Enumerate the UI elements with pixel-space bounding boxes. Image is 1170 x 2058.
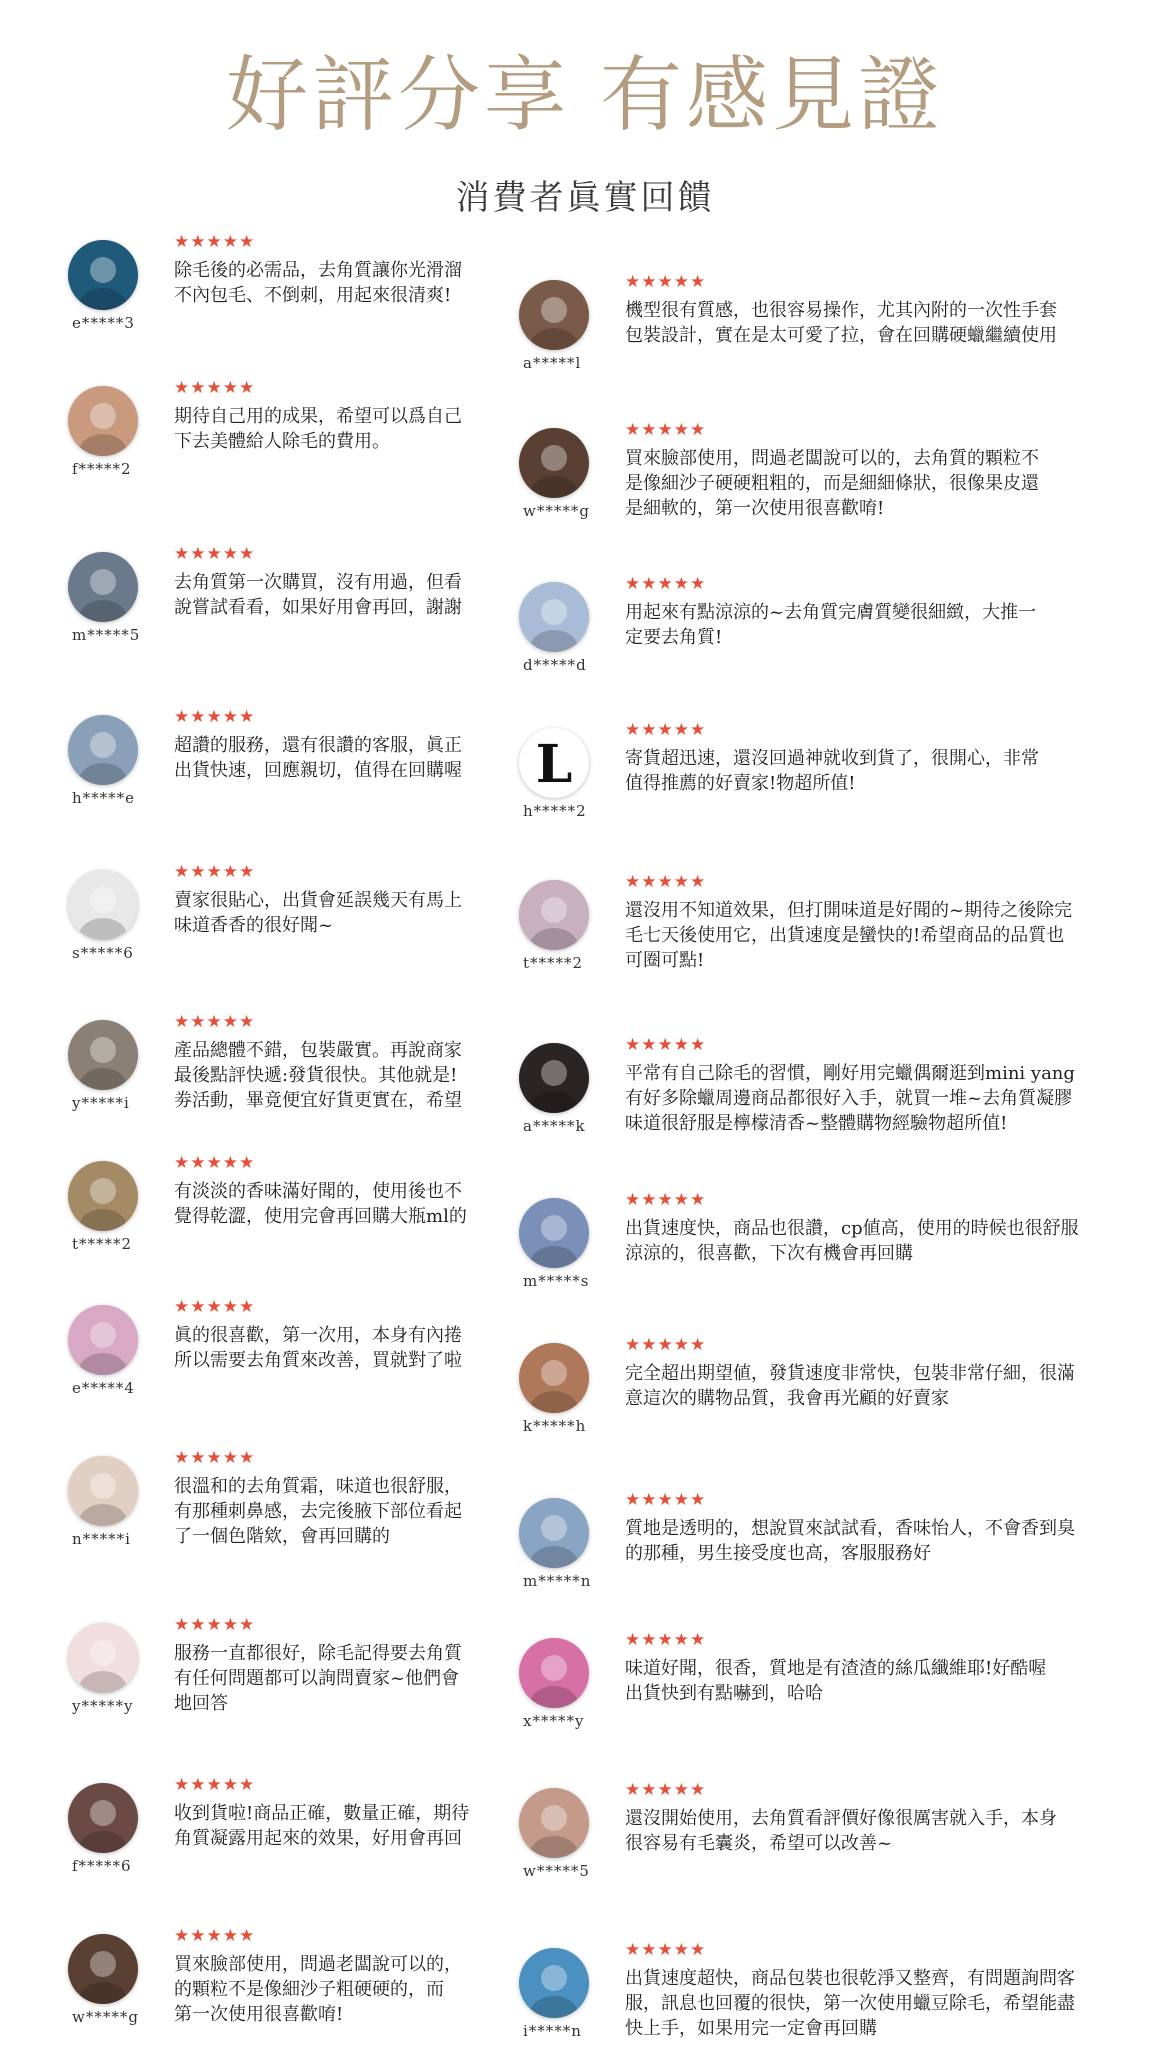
rating-stars-icon: ★★★★★	[625, 1490, 707, 1510]
review-text: 用起來有點涼涼的~去角質完膚質變很細緻，大推一 定要去角質!	[625, 602, 1037, 648]
rating-stars-icon: ★★★★★	[174, 707, 256, 727]
review-text: 去角質第一次購買，沒有用過，但看 說嘗試看看，如果好用會再回，謝謝	[174, 572, 462, 618]
review-username: h*****2	[523, 802, 587, 820]
review-text: 期待自己用的成果，希望可以爲自己 下去美體給人除毛的費用。	[174, 406, 462, 452]
review-text: 平常有自己除毛的習慣，剛好用完蠟偶爾逛到mini yang 有好多除蠟周邊商品都很好入手，就買一堆~去角質凝膠 味道很舒服是檸檬清香~整體購物經驗物超所值!	[625, 1063, 1075, 1134]
review-username: i*****n	[523, 2022, 582, 2040]
woman-portrait-avatar	[68, 386, 138, 456]
review-username: f*****2	[72, 460, 132, 478]
right-review-column	[505, 0, 1130, 2058]
rating-stars-icon: ★★★★★	[174, 1448, 256, 1468]
review-text: 還沒開始使用，去角質看評價好像很厲害就入手，本身 很容易有毛囊炎，希望可以改善~	[625, 1808, 1057, 1854]
review-text: 質地是透明的，想說買來試試看，香味怡人，不會香到臭 的那種，男生接受度也高，客服服務好	[625, 1518, 1075, 1564]
rating-stars-icon: ★★★★★	[174, 1012, 256, 1032]
review-text: 買來臉部使用，問過老闆說可以的， 的顆粒不是像細沙子粗硬硬的，而 第一次使用很喜歡唷!	[174, 1954, 462, 2025]
ornament-avatar	[68, 552, 138, 622]
rating-stars-icon: ★★★★★	[625, 1940, 707, 1960]
review-username: a*****k	[523, 1117, 586, 1135]
flowers-avatar	[519, 1638, 589, 1708]
rating-stars-icon: ★★★★★	[174, 862, 256, 882]
rating-stars-icon: ★★★★★	[174, 1297, 256, 1317]
review-text: 完全超出期望値，發貨速度非常快，包裝非常仔細，很滿 意這次的購物品質，我會再光顧的好賣家	[625, 1363, 1075, 1409]
rating-stars-icon: ★★★★★	[625, 1335, 707, 1355]
woman-face-avatar	[519, 1043, 589, 1113]
review-username: w*****g	[72, 2008, 139, 2026]
review-username: h*****e	[72, 789, 136, 807]
review-text: 除毛後的必需品，去角質讓你光滑溜 不內包毛、不倒刺，用起來很清爽!	[174, 260, 462, 306]
review-text: 味道好聞，很香，質地是有渣渣的絲瓜纖維耶!好酷喔 出貨快到有點嚇到，哈哈	[625, 1658, 1047, 1704]
rating-stars-icon: ★★★★★	[625, 574, 707, 594]
girl-pink-avatar	[68, 1305, 138, 1375]
bears-avatar	[68, 1161, 138, 1231]
rating-stars-icon: ★★★★★	[174, 544, 256, 564]
review-text: 買來臉部使用，問過老闆說可以的，去角質的顆粒不 是像細沙子硬硬粗粗的，而是細細條狀，很像果皮還 是細軟的，第一次使用很喜歡唷!	[625, 448, 1039, 519]
rating-stars-icon: ★★★★★	[625, 872, 707, 892]
woman-dark-hair-avatar	[68, 1783, 138, 1853]
review-username: n*****i	[72, 1530, 131, 1548]
totoro-avatar	[519, 1948, 589, 2018]
review-text: 有淡淡的香味滿好聞的，使用後也不 覺得乾澀，使用完會再回購大瓶ml的	[174, 1181, 467, 1227]
rating-stars-icon: ★★★★★	[625, 420, 707, 440]
review-username: m*****5	[72, 626, 141, 644]
review-text: 賣家很貼心，出貨會延誤幾天有馬上 味道香香的很好聞~	[174, 890, 462, 936]
rating-stars-icon: ★★★★★	[174, 1775, 256, 1795]
woman-waving-avatar	[519, 1498, 589, 1568]
white-dog-avatar	[68, 1934, 138, 2004]
blue-night-avatar	[68, 240, 138, 310]
letter-l-avatar	[519, 728, 589, 798]
girl-long-hair-avatar	[519, 1788, 589, 1858]
city-arch-avatar	[519, 1198, 589, 1268]
review-text: 很溫和的去角質霜，味道也很舒服， 有那種刺鼻感，去完後腋下部位看起 了一個色階欸，會再回購的	[174, 1476, 462, 1547]
rating-stars-icon: ★★★★★	[174, 232, 256, 252]
review-username: f*****6	[72, 1857, 132, 1875]
rating-stars-icon: ★★★★★	[625, 1190, 707, 1210]
review-text: 服務一直都很好，除毛記得要去角質 有任何問題都可以詢問賣家~他們會 地回答	[174, 1643, 462, 1714]
white-dog-avatar	[519, 428, 589, 498]
review-username: e*****4	[72, 1379, 135, 1397]
review-text: 出貨速度超快，商品包裝也很乾淨又整齊，有問題詢問客 服，訊息也回覆的很快，第一次使用蠟豆除毛，希望能盡 快上手，如果用完一定會再回購	[625, 1968, 1075, 2039]
review-text: 機型很有質感，也很容易操作，尤其內附的一次性手套 包裝設計，實在是太可愛了拉，會在回購硬蠟繼續使用	[625, 300, 1057, 346]
rating-stars-icon: ★★★★★	[174, 1926, 256, 1946]
rating-stars-icon: ★★★★★	[625, 1630, 707, 1650]
review-username: t*****2	[72, 1235, 133, 1253]
review-text: 收到貨啦!商品正確，數量正確，期待 角質凝露用起來的效果，好用會再回	[174, 1803, 470, 1849]
review-text: 出貨速度快，商品也很讚，cp値高，使用的時候也很舒服 涼涼的，很喜歡，下次有機會再回購	[625, 1218, 1079, 1264]
girl-sitting-avatar	[519, 880, 589, 950]
review-username: a*****l	[523, 354, 582, 372]
rating-stars-icon: ★★★★★	[174, 1153, 256, 1173]
review-username: w*****5	[523, 1862, 590, 1880]
dog-brown-avatar	[519, 280, 589, 350]
review-text: 產品總體不錯，包裝嚴實。再說商家 最後點評快遞:發貨很快。其他就是! 劵活動，畢竟便宜好貨更實在，希望	[174, 1040, 462, 1111]
review-username: s*****6	[72, 944, 134, 962]
left-review-column	[54, 0, 486, 2058]
girl-white-avatar	[68, 1456, 138, 1526]
review-text: 超讚的服務，還有很讚的客服，眞正 出貨快速，回應親切，值得在回購喔	[174, 735, 462, 781]
page-title: 好評分享 有感見證	[225, 48, 945, 143]
review-username: e*****3	[72, 314, 135, 332]
beach-sky-avatar	[519, 582, 589, 652]
rating-stars-icon: ★★★★★	[625, 720, 707, 740]
review-username: x*****y	[523, 1712, 585, 1730]
rating-stars-icon: ★★★★★	[174, 378, 256, 398]
review-text: 眞的很喜歡，第一次用，本身有內捲 所以需要去角質來改善，買就對了啦	[174, 1325, 462, 1371]
review-username: m*****n	[523, 1572, 592, 1590]
rating-stars-icon: ★★★★★	[625, 272, 707, 292]
product-logo-avatar	[68, 870, 138, 940]
rating-stars-icon: ★★★★★	[625, 1780, 707, 1800]
review-text: 寄貨超迅速，還沒回過神就收到貨了，很開心，非常 值得推薦的好賣家!物超所值!	[625, 748, 1039, 794]
cat-avatar	[68, 715, 138, 785]
page-subtitle: 消費者眞實回饋	[455, 178, 715, 218]
review-username: t*****2	[523, 954, 584, 972]
svg-text:L: L	[535, 734, 573, 795]
review-username: y*****i	[72, 1094, 130, 1112]
review-username: m*****s	[523, 1272, 590, 1290]
rating-stars-icon: ★★★★★	[174, 1615, 256, 1635]
review-username: w*****g	[523, 502, 590, 520]
puppy-avatar	[519, 1343, 589, 1413]
rating-stars-icon: ★★★★★	[625, 1035, 707, 1055]
jewelry-avatar	[68, 1623, 138, 1693]
review-username: y*****y	[72, 1697, 134, 1715]
review-text: 還沒用不知道效果，但打開味道是好聞的~期待之後除完 毛七天後使用它，出貨速度是蠻快的!希望商品的品質也 可圈可點!	[625, 900, 1073, 971]
review-username: d*****d	[523, 656, 587, 674]
review-username: k*****h	[523, 1417, 587, 1435]
person-standing-avatar	[68, 1020, 138, 1090]
